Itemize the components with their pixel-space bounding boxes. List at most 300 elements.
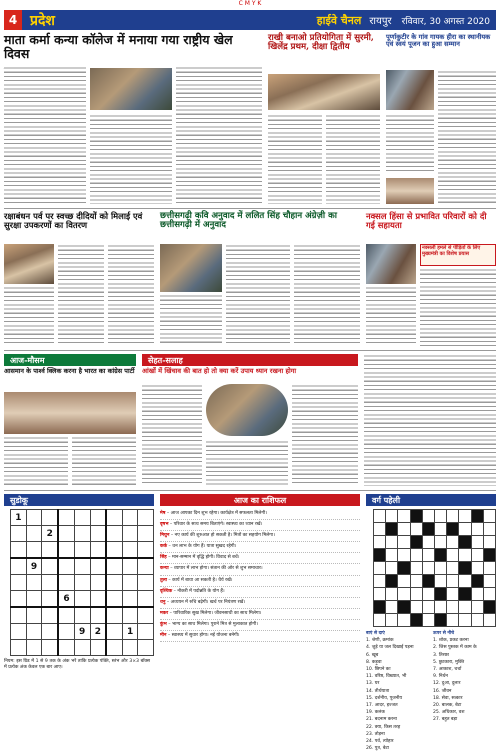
crossword-block bbox=[459, 562, 471, 575]
sudoku-cell[interactable] bbox=[26, 624, 42, 640]
farmers-headline[interactable]: पूर्णाकुटीर के गांव गायक हीरा का स्थानीयक एवं स्वयं पूजन का हुआ सम्मान bbox=[386, 33, 491, 49]
sudoku-row bbox=[11, 510, 154, 526]
horoscope-item bbox=[160, 598, 360, 609]
zodiac-sign-name: तुला bbox=[160, 577, 167, 583]
crossword-cell[interactable] bbox=[386, 562, 398, 575]
sudoku-cell[interactable]: 9 bbox=[26, 558, 42, 575]
crossword-cell[interactable] bbox=[471, 601, 483, 614]
weather-headline[interactable]: आसमान के पार्श्व क्लिक करना है भारत का कांग्रेस पार्टी bbox=[4, 367, 135, 375]
crossword-block bbox=[483, 549, 495, 562]
crossword-cell[interactable] bbox=[471, 614, 483, 627]
crossword-cell[interactable] bbox=[398, 614, 410, 627]
crossword-cell[interactable] bbox=[422, 601, 434, 614]
sudoku-cell[interactable] bbox=[138, 640, 154, 656]
sudoku-cell[interactable] bbox=[74, 640, 90, 656]
crossword-cell[interactable] bbox=[374, 588, 386, 601]
crossword-clue: 10. छिपने का bbox=[366, 667, 391, 673]
crossword-row bbox=[374, 575, 496, 588]
crossword-cell[interactable] bbox=[471, 562, 483, 575]
sudoku-row bbox=[11, 558, 154, 575]
crossword-cell[interactable] bbox=[447, 510, 459, 523]
sudoku-cell[interactable] bbox=[106, 624, 122, 640]
crossword-block bbox=[447, 523, 459, 536]
health-band bbox=[142, 354, 358, 366]
health-body-col-3 bbox=[292, 384, 358, 486]
crossword-cell[interactable] bbox=[447, 575, 459, 588]
zodiac-sign-name: कन्या bbox=[160, 566, 169, 572]
crossword-block bbox=[459, 588, 471, 601]
eye-photo bbox=[206, 384, 288, 436]
sudoku-cell[interactable] bbox=[138, 575, 154, 591]
crossword-cell[interactable] bbox=[422, 562, 434, 575]
crossword-block bbox=[386, 575, 398, 588]
separator: – bbox=[169, 533, 175, 539]
crossword-cell[interactable] bbox=[459, 614, 471, 627]
translation-headline[interactable]: छत्तीसगढ़ी कवि अनुवाद में ललित सिंह चौहान अंग्रेज़ी का छत्तीसगढ़ी में अनुवाद bbox=[160, 211, 337, 231]
crossword-cell[interactable] bbox=[447, 562, 459, 575]
crossword-clue: 21. बदनाम करना bbox=[366, 717, 397, 723]
sudoku-cell[interactable]: 2 bbox=[42, 526, 58, 542]
crossword-grid[interactable] bbox=[373, 509, 496, 627]
crossword-cell[interactable] bbox=[459, 549, 471, 562]
sudoku-cell[interactable] bbox=[42, 510, 58, 526]
crossword-cell[interactable] bbox=[410, 523, 422, 536]
zodiac-prediction: नए कार्य की शुरुआत हो सकती है। मित्रों का सहयोग मिलेगा। bbox=[174, 533, 275, 539]
section-divider bbox=[4, 208, 496, 209]
sudoku-cell[interactable] bbox=[138, 558, 154, 575]
sudoku-cell[interactable] bbox=[58, 575, 74, 591]
zodiac-sign-name: कर्क bbox=[160, 544, 168, 550]
crossword-block bbox=[410, 614, 422, 627]
crossword-clue: 23. तोड़ना bbox=[366, 731, 385, 737]
crossword-block bbox=[374, 549, 386, 562]
crossword-clue: 22. क्या, किस तरह bbox=[366, 724, 401, 730]
sudoku-cell[interactable] bbox=[74, 542, 90, 559]
zodiac-prediction: स्वास्थ्य में सुधार होगा। नई योजना बनेगी। bbox=[171, 633, 240, 639]
weather-photo bbox=[4, 392, 136, 434]
zodiac-prediction: भाग्य का साथ मिलेगा। पुराने मित्र से मुलाकात होगी। bbox=[171, 621, 258, 627]
naxal-body-col-2 bbox=[420, 268, 496, 346]
naxal-box-title: नक्सली हमले से पीड़ितों के लिए मुख्यमंत्री का विशेष प्रयास bbox=[422, 245, 481, 257]
sudoku-cell[interactable] bbox=[58, 558, 74, 575]
sudoku-cell[interactable]: 9 bbox=[74, 624, 90, 640]
crossword-block bbox=[374, 601, 386, 614]
sudoku-cell[interactable] bbox=[138, 526, 154, 542]
horoscope-item bbox=[160, 520, 360, 531]
sudoku-cell[interactable] bbox=[106, 510, 122, 526]
sudoku-cell[interactable] bbox=[122, 526, 138, 542]
sudoku-cell[interactable] bbox=[11, 607, 27, 624]
sudoku-cell[interactable] bbox=[90, 607, 106, 624]
health-headline-box bbox=[142, 368, 358, 382]
zodiac-prediction: अध्ययन में रुचि बढ़ेगी। खर्च पर नियंत्रण रखें। bbox=[170, 599, 246, 605]
crossword-cell[interactable] bbox=[459, 523, 471, 536]
crossword-cell[interactable] bbox=[459, 510, 471, 523]
crossword-cell[interactable] bbox=[398, 536, 410, 549]
crossword-cell[interactable] bbox=[410, 549, 422, 562]
section-divider-3 bbox=[4, 490, 496, 491]
crossword-cell[interactable] bbox=[483, 510, 495, 523]
horoscope-panel bbox=[160, 494, 360, 751]
separator: – bbox=[172, 588, 178, 594]
crossword-cell[interactable] bbox=[471, 549, 483, 562]
sudoku-cell[interactable] bbox=[26, 575, 42, 591]
zodiac-prediction: पारिवारिक सुख मिलेगा। जीवनसाथी का साथ मिलेगा। bbox=[173, 610, 262, 616]
sudoku-cell[interactable] bbox=[26, 640, 42, 656]
crossword-clue: 8. कड़ुवा bbox=[366, 659, 382, 665]
crossword-block bbox=[410, 536, 422, 549]
sudoku-cell[interactable]: 6 bbox=[58, 591, 74, 608]
horoscope-item bbox=[160, 620, 360, 631]
crossword-cell[interactable] bbox=[483, 536, 495, 549]
crossword-cell[interactable] bbox=[398, 549, 410, 562]
horoscope-item bbox=[160, 531, 360, 542]
zodiac-prediction: आज आपका दिन शुभ रहेगा। कार्यक्षेत्र में सफलता मिलेगी। bbox=[170, 511, 267, 516]
sudoku-title: सुडोकू bbox=[10, 495, 28, 505]
crossword-clue: 12. दुआ, दुलार bbox=[433, 681, 461, 687]
lead-photo bbox=[90, 68, 172, 110]
sudoku-cell[interactable]: 1 bbox=[11, 510, 27, 526]
sudoku-cell[interactable] bbox=[26, 510, 42, 526]
crossword-cell[interactable] bbox=[374, 523, 386, 536]
farmers-body-col-2 bbox=[438, 70, 496, 204]
crossword-cell[interactable] bbox=[459, 601, 471, 614]
crossword-block bbox=[398, 562, 410, 575]
crossword-cell[interactable] bbox=[374, 562, 386, 575]
sudoku-cell[interactable] bbox=[11, 640, 27, 656]
down-clues bbox=[433, 630, 496, 752]
crossword-row bbox=[374, 562, 496, 575]
crossword-cell[interactable] bbox=[422, 588, 434, 601]
crossword-cell[interactable] bbox=[422, 536, 434, 549]
translation-body-col-3 bbox=[294, 244, 360, 346]
crossword-cell[interactable] bbox=[434, 523, 446, 536]
horoscope-title: आज का राशिफल bbox=[233, 495, 287, 505]
sudoku-cell[interactable] bbox=[58, 640, 74, 656]
talent-photo bbox=[268, 74, 380, 110]
sudoku-cell[interactable] bbox=[26, 591, 42, 608]
sudoku-cell[interactable] bbox=[106, 575, 122, 591]
crossword-cell[interactable] bbox=[374, 614, 386, 627]
sudoku-cell[interactable] bbox=[11, 558, 27, 575]
health-body-col-2 bbox=[206, 440, 288, 486]
crossword-cell[interactable] bbox=[410, 562, 422, 575]
crossword-cell[interactable] bbox=[447, 601, 459, 614]
sudoku-cell[interactable] bbox=[42, 542, 58, 559]
crossword-block bbox=[471, 575, 483, 588]
sudoku-cell[interactable] bbox=[106, 558, 122, 575]
crossword-clue: 19. कलंक bbox=[366, 710, 385, 716]
across-clues bbox=[366, 630, 429, 752]
sudoku-cell[interactable] bbox=[42, 640, 58, 656]
edition-city: रायपुर bbox=[369, 16, 392, 27]
crossword-clue: 13. घर bbox=[366, 681, 380, 687]
newspaper-brand: हाईवे चैनल bbox=[316, 13, 362, 27]
sudoku-cell[interactable] bbox=[58, 607, 74, 624]
crossword-cell[interactable] bbox=[386, 549, 398, 562]
crossword-clue: 26. पुत्र, बेटा bbox=[366, 746, 389, 752]
crossword-cell[interactable] bbox=[410, 601, 422, 614]
translation-body-col-2 bbox=[226, 244, 290, 346]
naxal-body-col-1 bbox=[366, 286, 416, 346]
sudoku-panel bbox=[4, 494, 154, 751]
crossword-clue: 5. छुटकारा, मुक्ति bbox=[433, 659, 465, 665]
crossword-cell[interactable] bbox=[447, 549, 459, 562]
zodiac-sign-name: कुंभ bbox=[160, 621, 167, 627]
naxal-headline[interactable]: नक्सल हिंसा से प्रभावित परिवारों को दी गई सहायता bbox=[366, 211, 487, 231]
crossword-cell[interactable] bbox=[374, 536, 386, 549]
crossword-clue: 14. तीर्थयात्रा bbox=[366, 688, 390, 694]
crossword-cell[interactable] bbox=[398, 523, 410, 536]
crossword-block bbox=[434, 614, 446, 627]
sudoku-cell[interactable] bbox=[106, 607, 122, 624]
crossword-cell[interactable] bbox=[434, 562, 446, 575]
crossword-cell[interactable] bbox=[434, 575, 446, 588]
sudoku-cell[interactable] bbox=[122, 607, 138, 624]
sudoku-cell[interactable] bbox=[58, 542, 74, 559]
sudoku-cell[interactable] bbox=[42, 558, 58, 575]
sudoku-cell[interactable] bbox=[26, 607, 42, 624]
crossword-cell[interactable] bbox=[374, 575, 386, 588]
lead-body-col-2 bbox=[90, 114, 172, 204]
crossword-cell[interactable] bbox=[386, 536, 398, 549]
lead-story-headline-box bbox=[4, 32, 262, 61]
crossword-cell[interactable] bbox=[483, 562, 495, 575]
crossword-cell[interactable] bbox=[410, 588, 422, 601]
crossword-clue: 6. खूब bbox=[366, 652, 379, 658]
translation-headline-box bbox=[160, 212, 360, 242]
farmers-headline-box bbox=[386, 34, 496, 66]
sudoku-cell[interactable] bbox=[11, 591, 27, 608]
sudoku-cell[interactable] bbox=[106, 640, 122, 656]
crossword-clue: 15. दर्शनीय, पूजनीय bbox=[366, 695, 403, 701]
sudoku-cell[interactable] bbox=[122, 591, 138, 608]
sudoku-cell[interactable] bbox=[138, 591, 154, 608]
horoscope-item bbox=[160, 564, 360, 575]
crossword-cell[interactable] bbox=[386, 601, 398, 614]
crossword-cell[interactable] bbox=[483, 523, 495, 536]
talent-body-col-1 bbox=[268, 114, 322, 204]
crossword-row bbox=[374, 523, 496, 536]
crossword-block bbox=[398, 601, 410, 614]
sudoku-cell[interactable] bbox=[11, 542, 27, 559]
issue-date: रविवार, 30 अगस्त 2020 bbox=[401, 16, 490, 27]
sudoku-cell[interactable] bbox=[74, 526, 90, 542]
zodiac-prediction: कार्य में बाधा आ सकती है। धैर्य रखें। bbox=[172, 577, 233, 583]
separator: – bbox=[166, 633, 172, 639]
separator: – bbox=[168, 522, 174, 528]
lead-body-col-1 bbox=[4, 66, 86, 204]
sudoku-cell[interactable] bbox=[90, 591, 106, 608]
sudoku-cell[interactable] bbox=[90, 558, 106, 575]
sudoku-row bbox=[11, 607, 154, 624]
sudoku-cell[interactable]: 1 bbox=[122, 624, 138, 640]
weather-body-col-1 bbox=[4, 436, 68, 486]
down-title: ऊपर से नीचे bbox=[433, 631, 455, 636]
sudoku-row bbox=[11, 591, 154, 608]
crossword-title: वर्ग पहेली bbox=[372, 495, 401, 505]
sudoku-cell[interactable] bbox=[90, 640, 106, 656]
sudoku-row bbox=[11, 640, 154, 656]
health-headline[interactable]: आंखों में खिंचाव की बात हो तो क्या करें उपाय ध्यान रखना होगा bbox=[142, 367, 297, 375]
rakhi-photo bbox=[4, 244, 54, 284]
crossword-clue: 1. श्रेणी, क्रमांक bbox=[366, 638, 394, 644]
zodiac-prediction: मान-सम्मान में वृद्धि होगी। विवाद से बचें। bbox=[171, 555, 240, 561]
sudoku-cell[interactable] bbox=[122, 558, 138, 575]
crossword-block bbox=[434, 588, 446, 601]
crossword-band bbox=[366, 494, 496, 506]
rakhi-body-col-2 bbox=[58, 244, 104, 346]
sudoku-cell[interactable] bbox=[106, 526, 122, 542]
lead-body-col-3 bbox=[176, 66, 262, 204]
horoscope-item bbox=[160, 542, 360, 553]
horoscope-band bbox=[160, 494, 360, 506]
crossword-cell[interactable] bbox=[398, 575, 410, 588]
crossword-cell[interactable] bbox=[471, 536, 483, 549]
rakhi-headline[interactable]: रक्षाबंधन पर्व पर स्वच्छ दीदियों को मिलाई एवं सुरक्षा उपकरणों का वितरण bbox=[4, 211, 143, 231]
crossword-cell[interactable] bbox=[410, 575, 422, 588]
section-title: प्रदेश bbox=[30, 12, 55, 29]
horoscope-item bbox=[160, 609, 360, 620]
crossword-cell[interactable] bbox=[483, 614, 495, 627]
horoscope-item bbox=[160, 576, 360, 587]
crossword-cell[interactable] bbox=[447, 588, 459, 601]
sudoku-band bbox=[4, 494, 154, 506]
sudoku-cell[interactable] bbox=[122, 510, 138, 526]
crossword-cell[interactable] bbox=[398, 588, 410, 601]
naxal-photo bbox=[366, 244, 416, 284]
crossword-cell[interactable] bbox=[459, 575, 471, 588]
sudoku-cell[interactable] bbox=[90, 542, 106, 559]
rakhi-body-col-3 bbox=[108, 244, 154, 346]
crossword-cell[interactable] bbox=[447, 536, 459, 549]
crossword-clue: 2. जिस पुस्तक में काम के bbox=[433, 645, 477, 651]
crossword-cell[interactable] bbox=[422, 549, 434, 562]
sudoku-cell[interactable] bbox=[138, 542, 154, 559]
crossword-row bbox=[374, 614, 496, 627]
sudoku-cell[interactable] bbox=[106, 542, 122, 559]
sudoku-cell[interactable] bbox=[58, 526, 74, 542]
sudoku-cell[interactable] bbox=[74, 575, 90, 591]
crossword-cell[interactable] bbox=[434, 601, 446, 614]
sudoku-cell[interactable] bbox=[26, 526, 42, 542]
weather-body-col-2 bbox=[72, 436, 136, 486]
sudoku-cell[interactable] bbox=[11, 575, 27, 591]
crossword-block bbox=[422, 523, 434, 536]
zodiac-prediction: धन लाभ के योग हैं। यात्रा सुखद रहेगी। bbox=[172, 544, 237, 550]
sudoku-cell[interactable] bbox=[90, 510, 106, 526]
talent-headline[interactable]: राखी बनाओ प्रतियोगिता में सुरमी, खिलेंद्र प्रथम, दीक्षा द्वितीय bbox=[268, 33, 374, 53]
separator: – bbox=[168, 610, 174, 616]
print-registration-strip: C M Y K bbox=[238, 0, 262, 7]
crossword-cell[interactable] bbox=[434, 536, 446, 549]
crossword-cell[interactable] bbox=[471, 523, 483, 536]
crossword-cell[interactable] bbox=[398, 510, 410, 523]
crossword-row bbox=[374, 549, 496, 562]
sudoku-cell[interactable] bbox=[42, 624, 58, 640]
sudoku-cell[interactable] bbox=[11, 526, 27, 542]
crossword-clue: 17. आदर, इज्जत bbox=[366, 703, 398, 709]
crossword-cell[interactable] bbox=[422, 510, 434, 523]
sudoku-cell[interactable] bbox=[42, 575, 58, 591]
crossword-cell[interactable] bbox=[447, 614, 459, 627]
crossword-block bbox=[422, 575, 434, 588]
farmers-photo-1 bbox=[386, 70, 434, 110]
translation-photo bbox=[160, 244, 222, 292]
sudoku-cell[interactable] bbox=[42, 591, 58, 608]
sudoku-cell[interactable] bbox=[74, 591, 90, 608]
sudoku-grid[interactable] bbox=[10, 509, 154, 656]
sudoku-cell[interactable] bbox=[138, 510, 154, 526]
sudoku-cell[interactable] bbox=[74, 607, 90, 624]
rakhi-body-col-1 bbox=[4, 286, 54, 346]
sudoku-cell[interactable] bbox=[122, 640, 138, 656]
sudoku-cell[interactable] bbox=[90, 526, 106, 542]
separator: – bbox=[165, 599, 171, 605]
crossword-block bbox=[410, 510, 422, 523]
sudoku-cell[interactable] bbox=[42, 607, 58, 624]
crossword-cell[interactable] bbox=[386, 588, 398, 601]
sudoku-cell[interactable]: 2 bbox=[90, 624, 106, 640]
crossword-clue: 11. वरिष्ठ, विख्यात, भी bbox=[366, 674, 407, 680]
zodiac-sign-name: सिंह bbox=[160, 555, 167, 561]
crossword-clue: 27. बहुत बड़ा bbox=[433, 717, 458, 723]
sudoku-cell[interactable] bbox=[138, 624, 154, 640]
crossword-cell[interactable] bbox=[386, 614, 398, 627]
sudoku-cell[interactable] bbox=[138, 607, 154, 624]
crossword-cell[interactable] bbox=[483, 575, 495, 588]
crossword-clues bbox=[366, 630, 496, 752]
separator: – bbox=[167, 544, 173, 550]
sudoku-cell[interactable] bbox=[58, 624, 74, 640]
sudoku-cell[interactable] bbox=[90, 575, 106, 591]
sudoku-cell[interactable] bbox=[106, 591, 122, 608]
naxal-info-box bbox=[420, 244, 496, 266]
crossword-panel bbox=[366, 494, 496, 751]
weather-band bbox=[4, 354, 136, 366]
crossword-cell[interactable] bbox=[374, 510, 386, 523]
crossword-cell[interactable] bbox=[386, 510, 398, 523]
lead-headline[interactable]: माता कर्मा कन्या कॉलेज में मनाया गया राष्ट्रीय खेल दिवस bbox=[4, 32, 233, 61]
crossword-cell[interactable] bbox=[434, 510, 446, 523]
farmers-body-col-1 bbox=[386, 114, 434, 174]
across-title: बाएं से दाएं bbox=[366, 631, 385, 636]
sudoku-cell[interactable] bbox=[122, 542, 138, 559]
crossword-cell[interactable] bbox=[483, 588, 495, 601]
sudoku-cell[interactable] bbox=[58, 510, 74, 526]
crossword-cell[interactable] bbox=[422, 614, 434, 627]
crossword-clue: 4. जुड़े या जल दिखाई पड़ना bbox=[366, 645, 414, 651]
talent-body-col-2 bbox=[326, 114, 380, 204]
sudoku-cell[interactable] bbox=[26, 542, 42, 559]
crossword-block bbox=[386, 523, 398, 536]
sudoku-cell[interactable] bbox=[11, 624, 27, 640]
sudoku-row bbox=[11, 575, 154, 591]
crossword-clue: 7. आकाश, चर्चा bbox=[433, 667, 462, 673]
sudoku-cell[interactable] bbox=[74, 558, 90, 575]
crossword-clue: 24. पर्व, त्योहार bbox=[366, 739, 394, 745]
crossword-cell[interactable] bbox=[471, 588, 483, 601]
sudoku-cell[interactable] bbox=[122, 575, 138, 591]
across-list bbox=[366, 637, 429, 752]
separator: – bbox=[168, 566, 174, 572]
sudoku-cell[interactable] bbox=[74, 510, 90, 526]
horoscope-item bbox=[160, 509, 360, 520]
crossword-row bbox=[374, 601, 496, 614]
crossword-block bbox=[471, 510, 483, 523]
crossword-block bbox=[459, 536, 471, 549]
sudoku-instructions: नियम: इस ग्रिड में 1 से 9 तक के अंक भरें ताकि प्रत्येक पंक्ति, स्तंभ और 3×3 बॉक्स में प्रत्येक अंक केवल एक बार आए। bbox=[4, 659, 150, 671]
